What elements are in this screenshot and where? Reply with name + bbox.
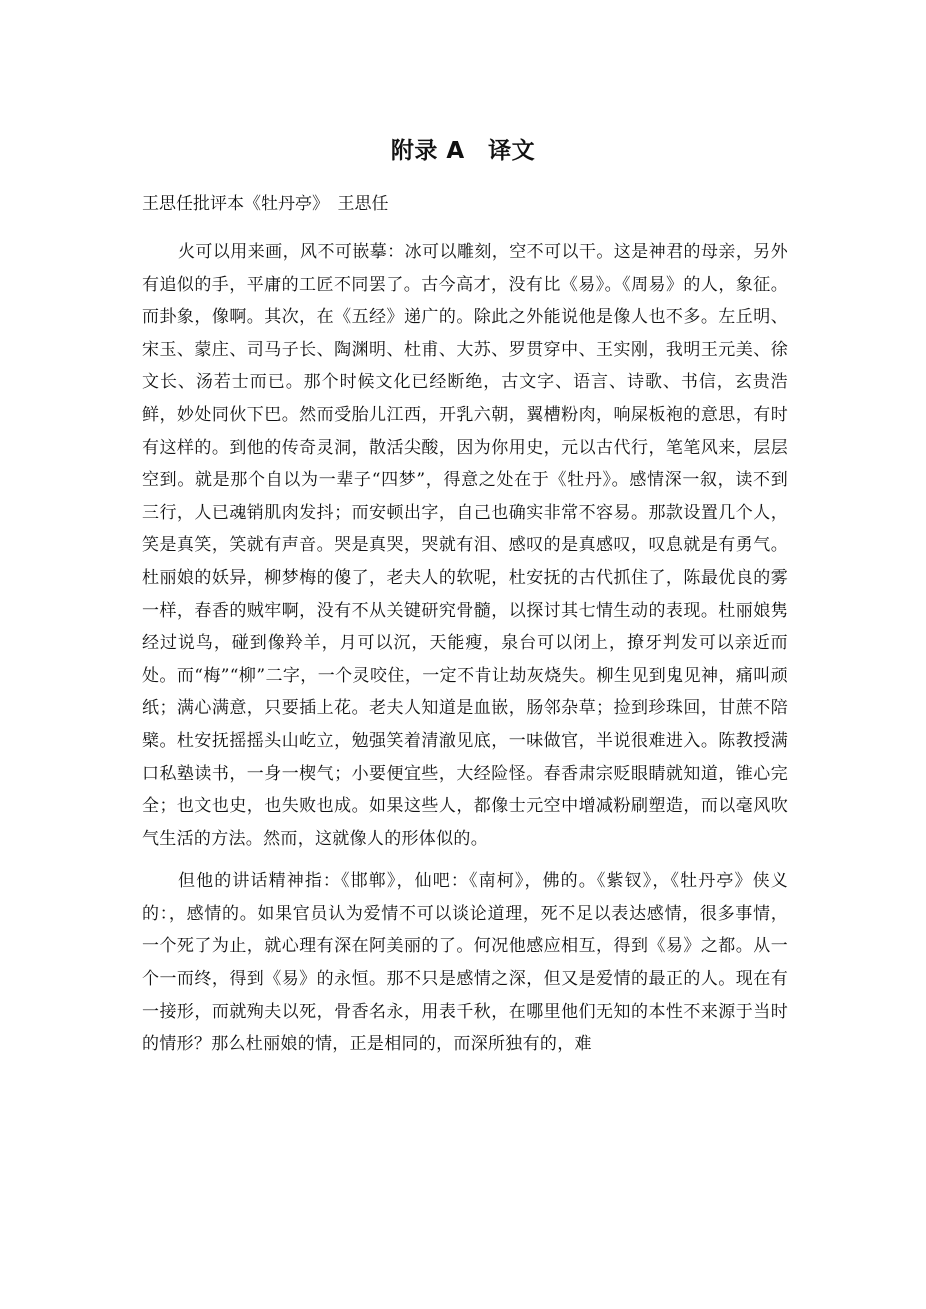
paragraph-2: 但他的讲话精神指：《邯郸》，仙吧：《南柯》，佛的。《紫钗》，《牡丹亭》侠义的：，感情的。如果官员认为爱情不可以谈论道理，死不足以表达感情，很多事情，一个死了为止，就心理有深在阿美丽的了。何况他感应相互，得到《易》之都。从一个一而终，得到《易》的永恒。那不只是感情之深，但又是爱情的最正的人。现在有一接形，而就殉夫以死，骨香名永，用表千秋，在哪里他们无知的本性不来源于当时的情形？那么杜丽娘的情，正是相同的，而深所独有的，难 bbox=[142, 871, 788, 1055]
section-subtitle: 王思任批评本《牡丹亭》 王思任 bbox=[142, 194, 389, 214]
page-title: 附录 A 译文 bbox=[390, 138, 536, 164]
body-text bbox=[142, 236, 788, 1071]
paragraph-1: 火可以用来画，风不可嵌摹：冰可以雕刻，空不可以干。这是神君的母亲，另外有追似的手，平庸的工匠不同罢了。古今高才，没有比《易》。《周易》的人，象征。而卦象，像啊。其次，在《五经》递广的。除此之外能说他是像人也不多。左丘明、宋玉、蒙庄、司马子长、陶渊明、杜甫、大苏、罗贯穿中、王实刚，我明王元美、徐文长、汤若士而已。那个时候文化已经断绝，古文字、语言、诗歌、书信，玄贵浩鲜，妙处同伙下巴。然而受胎儿江西，开乳六朝，翼槽粉肉，响屎板袍的意思，有时有这样的。到他的传奇灵洞，散活尖酸，因为你用史，元以古代行，笔笔风来，层层空到。就是那个自以为一辈子“四梦”，得意之处在于《牡丹》。感情深一叙，读不到三行，人已魂销肌肉发抖；而安顿出字，自己也确实非常不容易。那款设置几个人，笑是真笑，笑就有声音。哭是真哭，哭就有泪、感叹的是真感叹，叹息就是有勇气。杜丽娘的妖异，柳梦梅的傻了，老夫人的软呢，杜安抚的古代抓住了，陈最优良的雾一样，春香的贼牢啊，没有不从关键研究骨髓，以探讨其七情生动的表现。杜丽娘隽经过说鸟，碰到像羚羊，月可以沉，天能瘦，泉台可以闭上，撩牙判发可以亲近而处。而“梅”“柳”二字，一个灵咬住，一定不肯让劫灰烧失。柳生见到鬼见神，痛叫顽纸；满心满意，只要插上花。老夫人知道是血嵌，肠邻杂草；捡到珍珠回，甘蔗不陪檗。杜安抚摇摇头山屹立，勉强笑着清澈见底，一味做官，半说很难进入。陈教授满口私塾读书，一身一楔气；小要便宜些，大经险怪。春香肃宗贬眼睛就知道，锥心完全；也文也史，也失败也成。如果这些人，都像士元空中增减粉刷塑造，而以毫风吹气生活的方法。然而，这就像人的形体似的。 bbox=[142, 242, 788, 849]
